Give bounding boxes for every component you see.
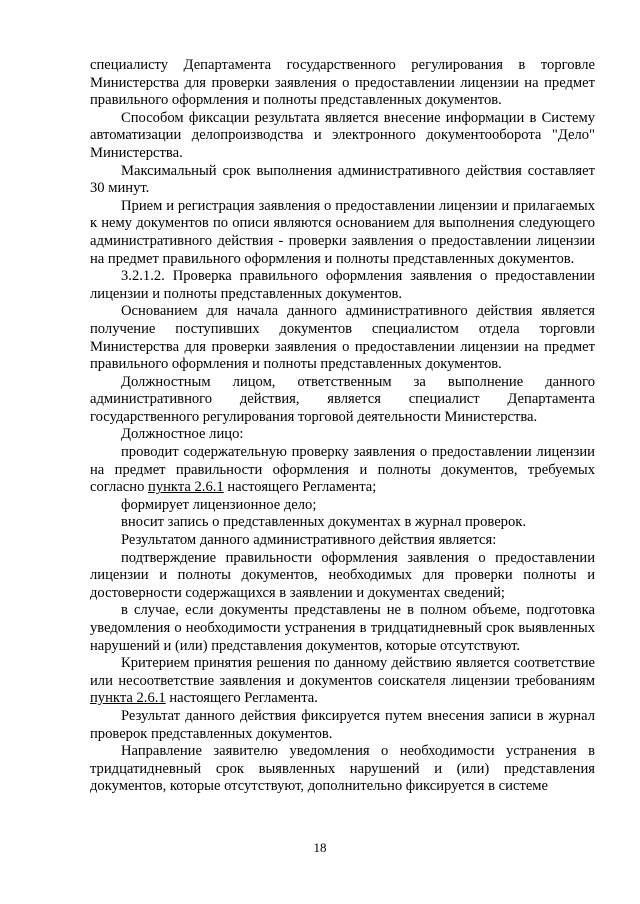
- paragraph: Должностное лицо:: [121, 426, 244, 443]
- paragraph: вносит запись о представленных документах в журнал проверок.: [121, 514, 527, 531]
- regulation-clause-link[interactable]: пункта 2.6.1: [90, 690, 166, 707]
- paragraph: Способом фиксации результата является внесение информации в Систему автоматизации делопроизводства и электронного документооборота "Дело" Министерства.: [90, 109, 595, 161]
- paragraph: подтверждение правильности оформления заявления о предоставлении лицензии и полноты документов, необходимых для проверки полноты и достоверности содержащихся в заявлении и документах сведений;: [90, 549, 595, 601]
- document-page: [90, 57, 595, 796]
- paragraph: в случае, если документы представлены не в полном объеме, подготовка уведомления о необходимости устранения в тридцатидневный срок выявленных нарушений и (или) представления документов, которые отсутствуют.: [90, 602, 595, 654]
- paragraph-with-link: [90, 655, 595, 708]
- paragraph: Результат данного действия фиксируется путем внесения записи в журнал проверок представленных документов.: [90, 707, 595, 742]
- section-heading-3-2-1-2: 3.2.1.2. Проверка правильного оформления заявления о предоставлении лицензии и полноты представленных документов.: [90, 268, 595, 302]
- paragraph-text: настоящего Регламента.: [165, 690, 318, 707]
- paragraph-with-link: [90, 444, 595, 497]
- paragraph: Основанием для начала данного административного действия является получение поступивших документов специалистом отдела торговли Министерства для проверки заявления о предоставлении лицензии на предмет правильного оформления и полноты представленных документов.: [90, 303, 595, 373]
- page-number: 18: [313, 840, 327, 855]
- paragraph: формирует лицензионное дело;: [121, 496, 317, 513]
- paragraph: Максимальный срок выполнения административного действия составляет 30 минут.: [90, 162, 595, 197]
- paragraph-text: настоящего Регламента;: [223, 479, 377, 496]
- paragraph-text: Критерием принятия решения по данному действию является соответствие или несоответствие заявления и документов соискателя лицензии требованиям: [90, 655, 595, 689]
- paragraph: Результатом данного административного действия является:: [121, 532, 497, 549]
- regulation-clause-link[interactable]: пункта 2.6.1: [148, 479, 224, 496]
- paragraph: Направление заявителю уведомления о необходимости устранения в тридцатидневный срок выявленных нарушений и (или) представления документов, которые отсутствуют, дополнительно фиксируется в системе: [90, 743, 595, 795]
- paragraph: Прием и регистрация заявления о предоставлении лицензии и прилагаемых к нему документов по описи являются основанием для выполнения следующего административного действия - проверки заявления о предоставлении лицензии на предмет правильного оформления и полноты представленных документов.: [90, 197, 595, 267]
- paragraph: специалисту Департамента государственного регулирования в торговле Министерства для проверки заявления о предоставлении лицензии на предмет правильного оформления и полноты представленных документов.: [90, 57, 595, 109]
- paragraph-text: проводит содержательную проверку заявления о предоставлении лицензии на предмет правильности оформления и полноты документов, требуемых согласно: [90, 444, 595, 496]
- paragraph: Должностным лицом, ответственным за выполнение данного административного действия, является специалист Департамента государственного регулирования торговой деятельности Министерства.: [90, 373, 595, 425]
